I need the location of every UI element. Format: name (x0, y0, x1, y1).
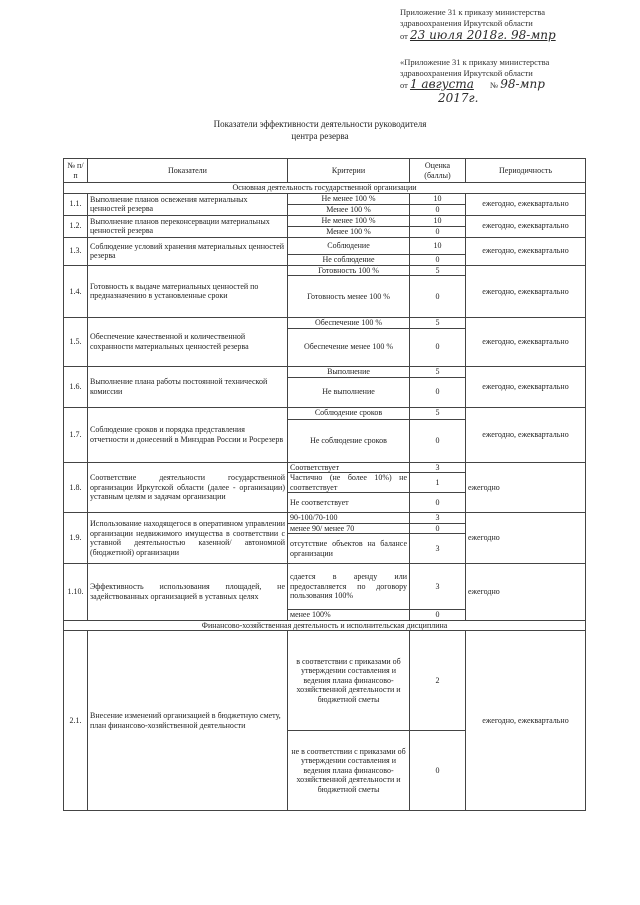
criteria-text: 90-100/70-100 (288, 513, 410, 524)
criteria-text: в соответствии с приказами об утверждении составления и ведения плана финансово-хозяйственной деятельности и бюджетной сметы (288, 631, 410, 731)
row-number: 2.1. (64, 631, 88, 811)
score-value: 2 (410, 631, 466, 731)
score-value: 5 (410, 366, 466, 377)
document-title-line-1: Показатели эффективности деятельности руководителя (213, 119, 427, 129)
score-value: 5 (410, 318, 466, 329)
column-header-num: № п/п (64, 159, 88, 183)
criteria-text: Готовность менее 100 % (288, 276, 410, 318)
score-value: 0 (410, 204, 466, 215)
row-number: 1.1. (64, 193, 88, 215)
indicator-text: Эффективность использования площадей, не задействованных организацией в уставных целях (88, 564, 288, 621)
score-value: 3 (410, 564, 466, 610)
criteria-text: Менее 100 % (288, 226, 410, 237)
table-row (64, 564, 586, 610)
document-title-line-2: центра резерва (291, 131, 349, 141)
criteria-text: Не менее 100 % (288, 215, 410, 226)
score-value: 3 (410, 462, 466, 473)
score-value: 5 (410, 265, 466, 276)
column-header-score: Оценка (баллы) (410, 159, 466, 183)
table-row (64, 407, 586, 419)
period-text: ежегодно, ежеквартально (466, 265, 586, 318)
score-value: 0 (410, 254, 466, 265)
row-number: 1.10. (64, 564, 88, 621)
indicator-text: Готовность к выдаче материальных ценностей по предназначению в установленные сроки (88, 265, 288, 318)
row-number: 1.4. (64, 265, 88, 318)
period-text: ежегодно (466, 513, 586, 564)
score-value: 0 (410, 419, 466, 462)
table-row (64, 631, 586, 731)
table-row (64, 318, 586, 329)
indicator-text: Соответствие деятельности государственной организации Иркутской области (далее - организации) уставным целям и задачам организации (88, 462, 288, 513)
table-row (64, 215, 586, 226)
period-text: ежегодно, ежеквартально (466, 631, 586, 811)
appendix-2-handwritten-date: 1 августа (409, 77, 474, 91)
indicator-text: Соблюдение условий хранения материальных ценностей резерва (88, 237, 288, 265)
score-value: 0 (410, 523, 466, 534)
score-value: 0 (410, 328, 466, 366)
score-value: 0 (410, 493, 466, 513)
table-row (64, 265, 586, 276)
row-number: 1.9. (64, 513, 88, 564)
criteria-text: менее 100% (288, 610, 410, 621)
period-text: ежегодно, ежеквартально (466, 366, 586, 407)
appendix-2-line-1: «Приложение 31 к приказу министерства (400, 57, 550, 67)
criteria-text: отсутствие объектов на балансе организации (288, 534, 410, 564)
row-number: 1.7. (64, 407, 88, 462)
score-value: 0 (410, 610, 466, 621)
table-row (64, 193, 586, 204)
score-value: 5 (410, 407, 466, 419)
period-text: ежегодно, ежеквартально (466, 215, 586, 237)
appendix-1-handwritten-date: 23 июля 2018г. 98-мпр (409, 28, 556, 42)
appendix-2-prefix: от (400, 80, 408, 90)
period-text: ежегодно (466, 462, 586, 513)
row-number: 1.6. (64, 366, 88, 407)
column-header-indicator: Показатели (88, 159, 288, 183)
criteria-text: сдается в аренду или предоставляется по договору пользования 100% (288, 564, 410, 610)
period-text: ежегодно (466, 564, 586, 621)
appendix-2-handwritten-year: 2017г. (438, 91, 479, 105)
table-header-row (64, 159, 586, 183)
criteria-text: Готовность 100 % (288, 265, 410, 276)
indicator-text: Выполнение планов освежения материальных ценностей резерва (88, 193, 288, 215)
score-value: 0 (410, 226, 466, 237)
criteria-text: менее 90/ менее 70 (288, 523, 410, 534)
criteria-text: не в соответствии с приказами об утверждении составления и ведения плана финансово-хозяйственной деятельности и бюджетной сметы (288, 731, 410, 811)
indicator-text: Использование находящегося в оперативном управлении организации недвижимого имущества в соответствии с уставной деятельностью казенной/ автономной (бюджетной) организации (88, 513, 288, 564)
table-row (64, 237, 586, 254)
table-row (64, 366, 586, 377)
row-number: 1.2. (64, 215, 88, 237)
row-number: 1.5. (64, 318, 88, 367)
table-row (64, 462, 586, 473)
criteria-text: Менее 100 % (288, 204, 410, 215)
appendix-2-number-sign: № (489, 80, 499, 90)
indicators-table (63, 158, 586, 811)
indicator-text: Внесение изменений организацией в бюджетную смету, план финансово-хозяйственной деятельности (88, 631, 288, 811)
criteria-text: Выполнение (288, 366, 410, 377)
indicator-text: Выполнение плана работы постоянной технической комиссии (88, 366, 288, 407)
appendix-1-line-1: Приложение 31 к приказу министерства (400, 7, 545, 17)
section-title: Финансово-хозяйственная деятельность и исполнительская дисциплина (64, 620, 586, 631)
period-text: ежегодно, ежеквартально (466, 193, 586, 215)
period-text: ежегодно, ежеквартально (466, 407, 586, 462)
period-text: ежегодно, ежеквартально (466, 318, 586, 367)
indicator-text: Соблюдение сроков и порядка представления отчетности и донесений в Минздрав России и Росрезерв (88, 407, 288, 462)
section-row (64, 620, 586, 631)
section-title: Основная деятельность государственной организации (64, 183, 586, 194)
appendix-1-line-2: здравоохранения Иркутской области (400, 18, 533, 28)
column-header-period: Периодичность (466, 159, 586, 183)
criteria-text: Частично (не более 10%) не соответствует (288, 473, 410, 493)
appendix-2-handwritten-number: 98-мпр (500, 77, 545, 91)
score-value: 10 (410, 237, 466, 254)
section-row (64, 183, 586, 194)
criteria-text: Не соответствует (288, 493, 410, 513)
column-header-criteria: Критерии (288, 159, 410, 183)
score-value: 3 (410, 534, 466, 564)
criteria-text: Не соблюдение сроков (288, 419, 410, 462)
appendix-2-date-line (400, 79, 545, 91)
score-value: 3 (410, 513, 466, 524)
appendix-2-line-2: здравоохранения Иркутской области (400, 68, 533, 78)
score-value: 1 (410, 473, 466, 493)
score-value: 0 (410, 276, 466, 318)
criteria-text: Не выполнение (288, 377, 410, 407)
appendix-1-date-line (400, 30, 556, 42)
indicator-text: Обеспечение качественной и количественной сохранности материальных ценностей резерва (88, 318, 288, 367)
appendix-1-prefix: от (400, 31, 408, 41)
row-number: 1.8. (64, 462, 88, 513)
criteria-text: Соблюдение (288, 237, 410, 254)
row-number: 1.3. (64, 237, 88, 265)
criteria-text: Обеспечение 100 % (288, 318, 410, 329)
indicator-text: Выполнение планов переконсервации материальных ценностей резерва (88, 215, 288, 237)
criteria-text: Соблюдение сроков (288, 407, 410, 419)
criteria-text: Не менее 100 % (288, 193, 410, 204)
period-text: ежегодно, ежеквартально (466, 237, 586, 265)
table-row (64, 513, 586, 524)
score-value: 0 (410, 731, 466, 811)
criteria-text: Соответствует (288, 462, 410, 473)
criteria-text: Не соблюдение (288, 254, 410, 265)
score-value: 10 (410, 193, 466, 204)
criteria-text: Обеспечение менее 100 % (288, 328, 410, 366)
score-value: 10 (410, 215, 466, 226)
score-value: 0 (410, 377, 466, 407)
